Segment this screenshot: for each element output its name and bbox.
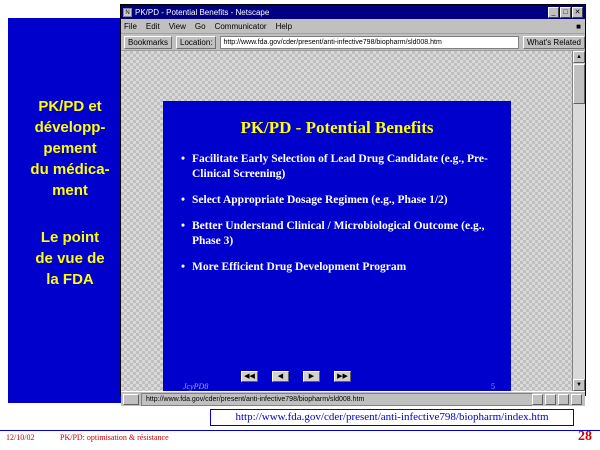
close-button[interactable]: ✕	[572, 7, 583, 18]
slide-bullet: • Select Appropriate Dosage Regimen (e.g., Phase 1/2)	[181, 193, 495, 208]
presentation-slide	[163, 101, 511, 391]
window-titlebar[interactable]	[121, 5, 585, 19]
mail-icon[interactable]	[532, 394, 543, 405]
slide-bullet-list	[163, 152, 511, 275]
left-panel-subtitle-line: de vue de	[35, 250, 105, 267]
scroll-down-icon[interactable]: ▼	[573, 379, 585, 391]
window-title: PK/PD - Potential Benefits - Netscape	[135, 7, 270, 17]
maximize-button[interactable]: □	[560, 7, 571, 18]
first-slide-button[interactable]: ◀◀	[241, 371, 258, 382]
next-slide-button[interactable]: ▶	[303, 371, 320, 382]
menu-item-communicator[interactable]: Communicator	[214, 21, 267, 31]
bookmarks-button[interactable]: Bookmarks	[124, 36, 172, 49]
footer-divider	[0, 430, 600, 431]
left-panel-subtitle-line: la FDA	[46, 271, 94, 288]
previous-slide-button[interactable]: ◀	[272, 371, 289, 382]
left-panel-title-line: du médica-	[30, 161, 110, 178]
left-panel-title-line: PK/PD et	[38, 98, 102, 115]
window-controls	[548, 7, 583, 18]
slide-page-number: 5	[491, 382, 495, 391]
slide-bullet: • Facilitate Early Selection of Lead Drug Candidate (e.g., Pre-Clinical Screening)	[181, 152, 495, 182]
status-bar	[121, 391, 585, 406]
slide-bullet: • Better Understand Clinical / Microbiological Outcome (e.g., Phase 3)	[181, 219, 495, 249]
menu-item-help[interactable]: Help	[275, 21, 293, 31]
status-url-text: http://www.fda.gov/cder/present/anti-infective798/biopharm/sld008.htm	[141, 393, 532, 406]
left-panel-title-line: ment	[52, 182, 88, 199]
newsgroup-icon[interactable]	[545, 394, 556, 405]
address-book-icon[interactable]	[571, 394, 582, 405]
left-panel-title-line: pement	[43, 140, 97, 157]
slide-footer-left: JcyPD8	[183, 382, 209, 391]
url-input[interactable]: http://www.fda.gov/cder/present/anti-infective798/biopharm/sld008.htm	[220, 36, 519, 49]
scroll-up-icon[interactable]: ▲	[573, 51, 585, 63]
scrollbar-thumb[interactable]	[573, 64, 585, 104]
left-panel-title	[8, 96, 132, 201]
status-icon-tray	[532, 394, 585, 405]
composer-icon[interactable]	[558, 394, 569, 405]
menu-item-view[interactable]: View	[168, 21, 186, 31]
menu-item-file[interactable]: File	[124, 21, 137, 31]
url-callout: http://www.fda.gov/cder/present/anti-infective798/biopharm/index.htm	[210, 409, 574, 426]
vertical-scrollbar[interactable]	[572, 51, 585, 391]
footer-title: PK/PD: optimisation & résistance	[60, 433, 169, 442]
last-slide-button[interactable]: ▶▶	[334, 371, 351, 382]
menubar-end-icon: ■	[576, 21, 581, 31]
slide-navigation	[241, 371, 351, 382]
footer-page-number: 28	[578, 429, 592, 444]
left-title-panel	[8, 18, 132, 403]
browser-window	[120, 4, 586, 403]
page-content	[121, 51, 585, 391]
slide-bullet: • More Efficient Drug Development Program	[181, 260, 495, 275]
left-panel-title-line: développ-	[34, 119, 106, 136]
location-toolbar	[121, 34, 585, 51]
menu-bar	[121, 19, 585, 34]
minimize-button[interactable]: _	[548, 7, 559, 18]
slide-title: PK/PD - Potential Benefits	[240, 118, 434, 137]
footer-date: 12/10/02	[6, 433, 35, 442]
left-panel-subtitle-line: Le point	[40, 229, 100, 246]
location-label: Location:	[176, 36, 216, 49]
menu-item-edit[interactable]: Edit	[145, 21, 160, 31]
whats-related-button[interactable]: What's Related	[523, 36, 585, 49]
netscape-icon: N	[123, 8, 132, 17]
menu-item-go[interactable]: Go	[194, 21, 206, 31]
left-panel-subtitle	[8, 227, 132, 290]
security-lock-icon	[123, 394, 139, 405]
